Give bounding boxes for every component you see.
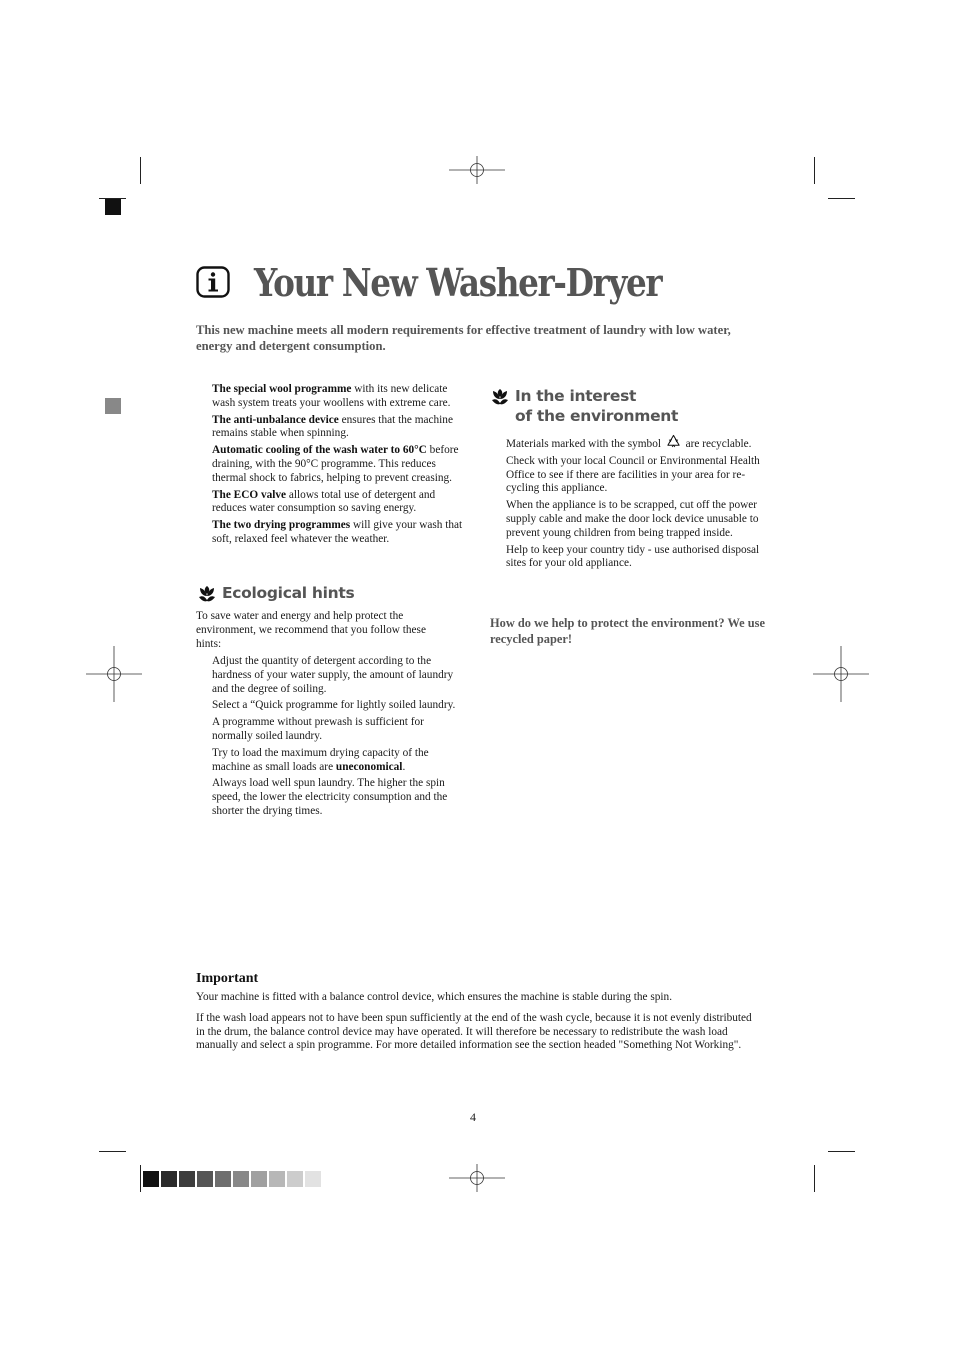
environment-list (506, 434, 764, 574)
crop-mark (140, 157, 141, 184)
hint-item: A programme without prewash is sufficient for normally soiled laundry. (212, 716, 424, 742)
grayscale-swatch (269, 1171, 285, 1187)
environment-heading: In the interest of the environment (490, 386, 678, 426)
feature-item: The anti-unbalance device ensures that the machine remains stable when spinning. (212, 413, 453, 440)
grayscale-swatch (143, 1171, 159, 1187)
environment-item: When the appliance is to be scrapped, cut off the power supply cable and make the door lock device unusable to prevent young children from being trapped inside. (506, 499, 759, 539)
black-square-marker (105, 199, 121, 215)
environment-item: Check with your local Council or Environmental Health Office to see if there are facilities in your area for re-cycling this appliance. (506, 454, 760, 495)
grayscale-swatch (287, 1171, 303, 1187)
flower-icon (197, 583, 217, 603)
registration-mark-right (813, 646, 869, 702)
grayscale-swatch (215, 1171, 231, 1187)
feature-list (212, 383, 467, 550)
gray-square-marker (105, 398, 121, 414)
ecological-intro: To save water and energy and help protect the environment, we recommend that you follow these hints: (196, 610, 426, 650)
recycled-paper-note: How do we help to protect the environment? We use recycled paper! (490, 616, 765, 646)
title-row (196, 254, 728, 310)
important-paragraph: Your machine is fitted with a balance control device, which ensures the machine is stable during the spin. (196, 991, 673, 1003)
registration-mark-left (86, 646, 142, 702)
grayscale-swatch (251, 1171, 267, 1187)
hint-item: Adjust the quantity of detergent according to the hardness of your water supply, the amount of laundry and the degree of soiling. (212, 655, 454, 695)
environment-item: Materials marked with the symbol are recyclable. (506, 434, 764, 452)
hint-item: Select a “Quick programme for lightly soiled laundry. (212, 699, 456, 712)
grayscale-swatch (305, 1171, 321, 1187)
grayscale-swatch (197, 1171, 213, 1187)
ecological-heading: Ecological hints (197, 583, 354, 603)
crop-mark (828, 1151, 855, 1152)
hint-item: Try to load the maximum drying capacity of the machine as small loads are uneconomical. (212, 746, 429, 773)
grayscale-swatch (179, 1171, 195, 1187)
important-body (196, 991, 762, 1060)
important-heading: Important (196, 971, 259, 986)
crop-mark (814, 1165, 815, 1192)
feature-item: The special wool programme with its new delicate wash system treats your woollens with extreme care. (212, 383, 451, 409)
feature-item: The ECO valve allows total use of detergent and reduces water consumption so saving energy. (212, 488, 436, 515)
ecological-hints-list (212, 655, 467, 822)
crop-mark (814, 157, 815, 184)
crop-mark (99, 1151, 126, 1152)
intro-text: This new machine meets all modern requirements for effective treatment of laundry with low water, energy and detergent consumption. (196, 323, 731, 353)
important-paragraph: If the wash load appears not to have been spun sufficiently at the end of the wash cycle, because it is not evenly distributed in the drum, the balance control device may have operated. It will therefore be necessary to redistribute the wash load manually and select a spin programme. For more detailed information see the section headed "Something Not Working". (196, 1011, 752, 1052)
grayscale-swatch (161, 1171, 177, 1187)
registration-mark-bottom (449, 1160, 505, 1196)
feature-item: Automatic cooling of the wash water to 60°C before draining, with the 90°C programme. This reduces thermal shock to fabrics, helping to prevent creasing. (212, 444, 459, 484)
hint-item: Always load well spun laundry. The higher the spin speed, the lower the electricity consumption and the shorter the drying times. (212, 777, 448, 817)
grayscale-swatch (233, 1171, 249, 1187)
info-icon (196, 266, 230, 298)
feature-item: The two drying programmes will give your wash that soft, relaxed feel whatever the weather. (212, 519, 463, 545)
page-number: 4 (470, 1110, 476, 1124)
registration-mark-top (449, 152, 505, 188)
recycle-icon (666, 434, 681, 449)
crop-mark (140, 1165, 141, 1192)
crop-mark (828, 198, 855, 199)
environment-item: Help to keep your country tidy - use authorised disposal sites for your old appliance. (506, 543, 760, 570)
page-title: Your New Washer-Dryer (254, 259, 662, 305)
flower-icon (490, 386, 510, 406)
